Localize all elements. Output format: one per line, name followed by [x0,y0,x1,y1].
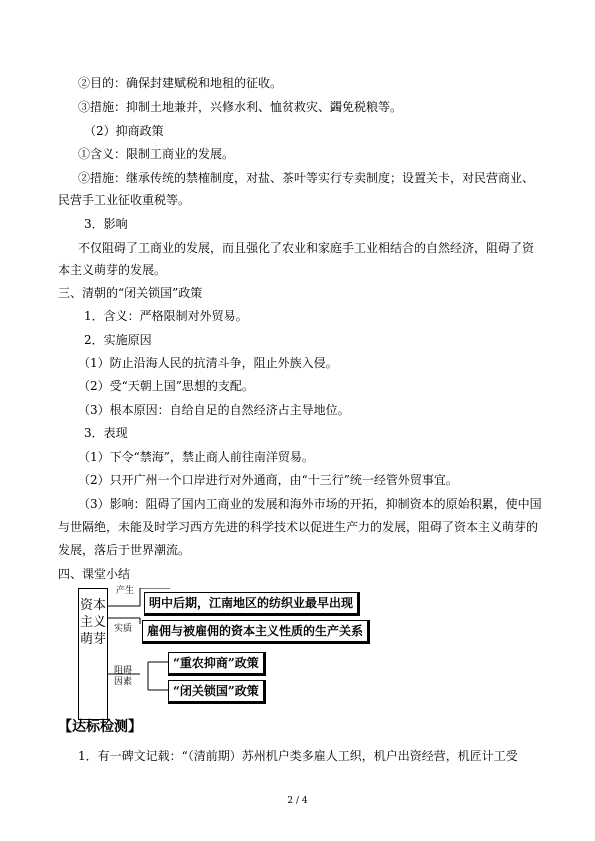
label-produce: 产生 [116,586,135,596]
text-line: ③措施：抑制土地兼并，兴修水利、恤贫救灾、蠲免税粮等。 [78,100,403,114]
section-heading: 三、清朝的“闭关锁国”政策 [58,286,203,300]
text-line: 2．实施原因 [84,333,152,347]
text-line: 民营手工业征收重税等。 [58,193,191,207]
box-essence: 雇佣与被雇佣的资本主义性质的生产关系 [142,620,370,644]
text-line: 不仅阻碍了工商业的发展，而且强化了农业和家庭手工业相结合的自然经济，阻碍了资 [78,241,535,255]
text-line: （2）抑商政策 [84,124,164,138]
text-line: （2）受“天朝上国”思想的支配。 [78,379,254,393]
box-policy-1: “重农抑商”政策 [168,652,266,676]
text-line: ②措施：继承传统的禁榷制度，对盐、茶叶等实行专卖制度；设置关卡，对民营商业、 [78,171,535,185]
label-essence: 实质 [114,624,133,634]
section-heading: 四、课堂小结 [58,567,131,581]
text-line: 1．含义：严格限制对外贸易。 [84,309,248,323]
page-number: 2 / 4 [287,796,308,806]
text-line: （1）下令“禁海”，禁止商人前往南洋贸易。 [78,450,314,464]
section-title: 【达标检测】 [58,719,142,735]
diagram-root: 资本主义萌芽 [78,588,108,720]
text-line: 3．表现 [84,426,128,440]
box-policy-2: “闭关锁国”政策 [168,680,266,704]
text-line: （2）只开广州一个口岸进行对外通商，由“十三行”统一经管外贸事宜。 [78,473,458,487]
text-line: 发展，落后于世界潮流。 [58,543,191,557]
question-1: 1．有一碑文记载：“（清前期）苏州机户类多雇人工织，机户出资经营，机匠计工受 [78,749,518,763]
text-line: 与世隔绝，未能及时学习西方先进的科学技术以促进生产力的发展，阻碍了资本主义萌芽的 [58,520,539,534]
text-line: （3）根本原因：自给自足的自然经济占主导地位。 [78,403,350,417]
text-line: （1）防止沿海人民的抗清斗争，阻止外族入侵。 [78,356,338,370]
text-line: 3．影响 [84,217,128,231]
text-line: 本主义萌芽的发展。 [58,263,167,277]
label-obstacle: 阻碍因素 [113,666,132,687]
text-line: ②目的：确保封建赋税和地租的征收。 [78,76,283,90]
text-line: （3）影响：阻碍了国内工商业的发展和海外市场的开拓，抑制资本的原始积累，使中国 [78,497,542,511]
box-produce: 明中后期，江南地区的纺织业最早出现 [144,592,360,616]
summary-diagram [78,588,428,724]
text-line: ①含义：限制工商业的发展。 [78,147,235,161]
